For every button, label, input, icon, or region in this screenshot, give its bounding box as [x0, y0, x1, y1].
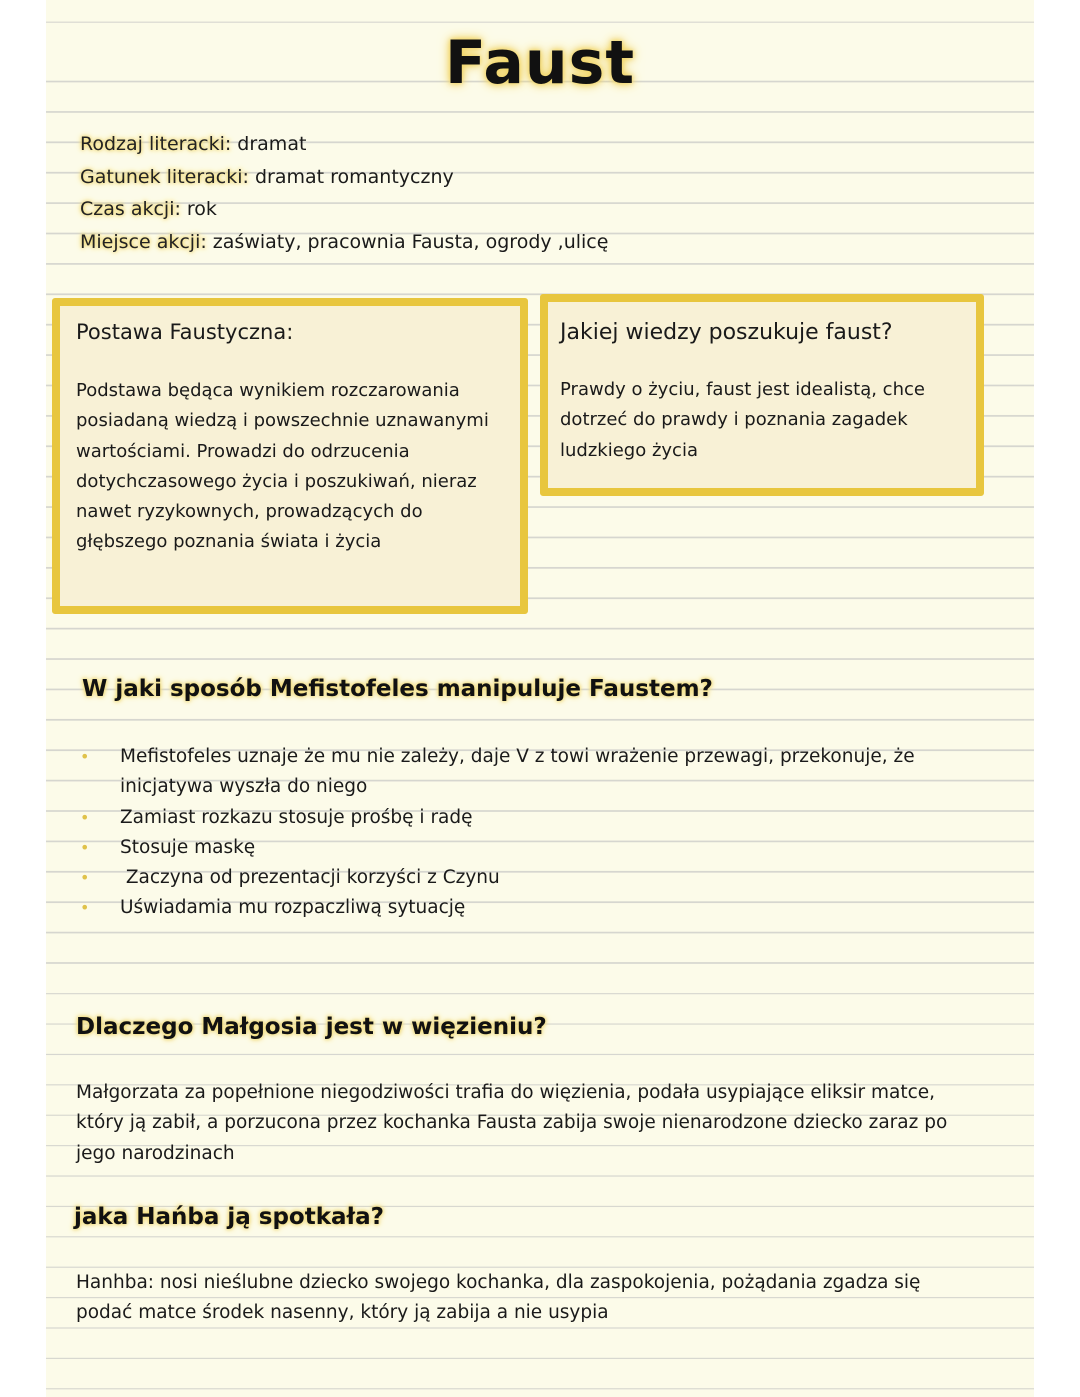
- meta-label: Gatunek literacki:: [80, 165, 249, 188]
- meta-value: dramat romantyczny: [248, 165, 454, 188]
- box-body: Prawdy o życiu, faust jest idealistą, chce dotrzeć do prawdy i poznania zagadek ludzkiego życia: [560, 379, 925, 461]
- paragraph-hanba: Hanhba: nosi nieślubne dziecko swojego kochanka, dla zaspokojenia, pożądania zgadza się podać matce środek nasenny, który ją zabija a nie usypia: [76, 1272, 921, 1324]
- meta-value: zaświaty, pracownia Fausta, ogrody ,ulicę: [206, 230, 609, 253]
- box-title: Jakiej wiedzy poszukuje faust?: [560, 320, 893, 345]
- box-body: Podstawa będąca wynikiem rozczarowania posiadaną wiedzą i powszechnie uznawanymi wartościami. Prowadzi do odrzucenia dotychczasowego życia i poszukiwań, nieraz nawet ryzykownych, prowadzących do głębszego poznania świata i życia: [76, 380, 489, 553]
- list-item: • Zamiast rozkazu stosuje prośbę i radę: [80, 803, 1000, 833]
- metadata-list: [80, 128, 608, 258]
- section-heading-hanba: jaka Hańba ją spotkała?: [74, 1204, 384, 1230]
- knowledge-box: [540, 294, 984, 496]
- list-item: • Stosuje maskę: [80, 833, 1000, 863]
- list-item: • Uświadamia mu rozpaczliwą sytuację: [80, 893, 1000, 923]
- meta-value: rok: [180, 198, 217, 220]
- list-item: • Mefistofeles uznaje że mu nie zależy, daje V z towi wrażenie przewagi, przekonuje, że inicjatywa wyszła do niego: [80, 742, 1000, 803]
- faustian-attitude-box: [52, 298, 528, 614]
- page-title: Faust: [444, 28, 636, 98]
- meta-label: Miejsce akcji:: [80, 230, 207, 253]
- meta-label: Czas akcji:: [80, 198, 181, 220]
- mefisto-bullet-list: [80, 742, 1000, 924]
- meta-value: dramat: [231, 133, 307, 155]
- meta-row-time: [80, 193, 608, 226]
- meta-label: Rodzaj literacki:: [80, 133, 232, 155]
- section-heading-mefisto: W jaki sposób Mefistofeles manipuluje Faustem?: [82, 676, 713, 702]
- list-item: • Zaczyna od prezentacji korzyści z Czynu: [80, 863, 1000, 893]
- section-heading-malgosia: Dlaczego Małgosia jest w więzieniu?: [76, 1014, 547, 1040]
- box-title: Postawa Faustyczna:: [76, 320, 294, 344]
- meta-row-genre: [80, 161, 608, 194]
- paragraph-malgosia: Małgorzata za popełnione niegodziwości trafia do więzienia, podała usypiające eliksir matce, który ją zabił, a porzucona przez kochanka Fausta zabija swoje nienarodzone dziecko zaraz po jego narodzinach: [76, 1082, 948, 1164]
- meta-row-genre-type: [80, 128, 608, 161]
- meta-row-place: [80, 226, 608, 259]
